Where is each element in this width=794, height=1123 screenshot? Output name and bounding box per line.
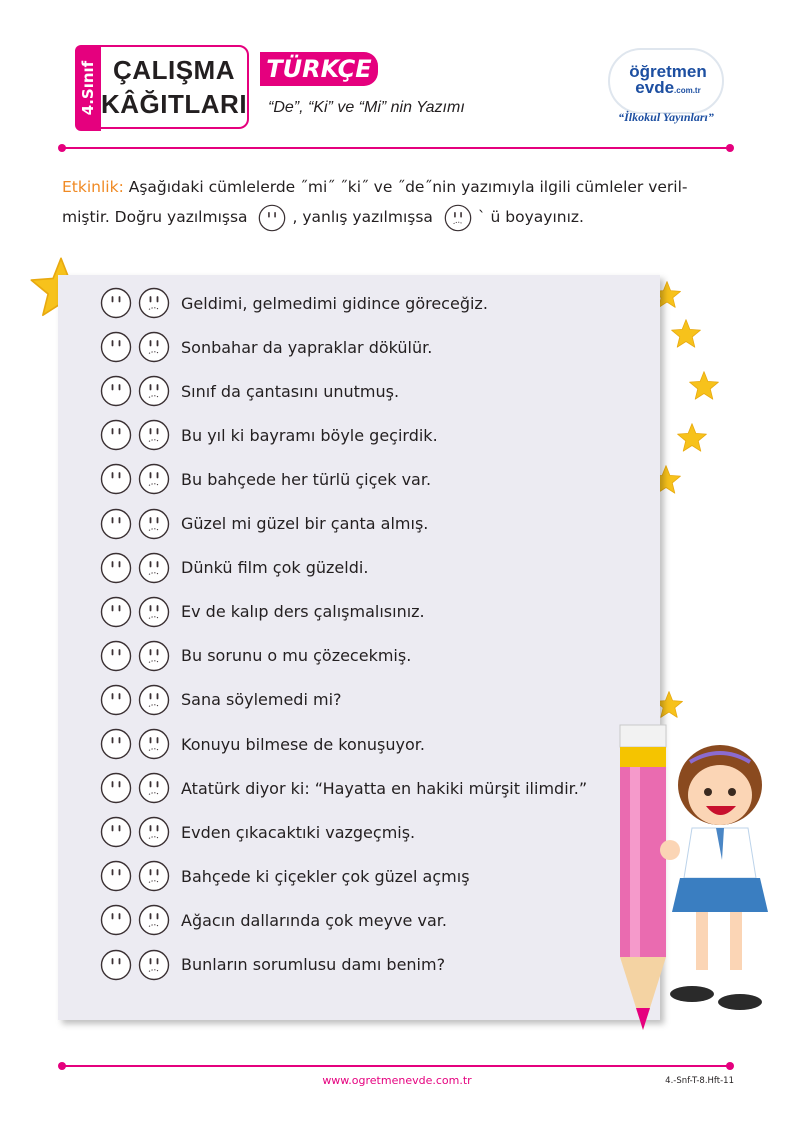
title-box [99,45,249,129]
sad-face-icon[interactable] [138,552,170,584]
sad-face-icon[interactable] [138,816,170,848]
smiley-face-icon[interactable] [100,508,132,540]
sad-face-icon[interactable] [138,508,170,540]
sentence-text: Bu bahçede her türlü çiçek var. [181,469,432,489]
sad-face-icon[interactable] [138,419,170,451]
star-icon [676,422,708,454]
grade-tab [75,45,101,131]
sentence-text: Atatürk diyor ki: “Hayatta en hakiki mürşit ilimdir.” [181,778,588,798]
smiley-face-icon[interactable] [100,640,132,672]
sentence-row [100,331,432,363]
title-line-1: ÇALIŞMA [113,55,235,85]
sad-face-icon[interactable] [138,772,170,804]
instruction-part-3: , yanlış yazılmışsa [292,208,433,226]
logo-brand-line1: öğretmen [629,62,707,81]
sentence-text: Dünkü film çok güzeldi. [181,558,369,578]
instruction-part-2: miştir. Doğru yazılmışsa [62,208,248,226]
sentence-text: Sonbahar da yapraklar dökülür. [181,337,433,357]
footer-code: 4.-Snf-T-8.Hft-11 [665,1076,734,1086]
sentence-text: Güzel mi güzel bir çanta almış. [181,514,429,533]
logo-slogan: “İlkokul Yayınları” [618,110,714,124]
sentence-row [100,596,425,628]
sentence-row [100,860,470,892]
sentence-text: Evden çıkacaktıki vazgeçmiş. [181,822,416,842]
sad-face-icon[interactable] [138,904,170,936]
smiley-face-icon[interactable] [100,949,132,981]
sentence-row [100,419,438,451]
sad-face-icon [444,204,472,232]
sad-face-icon[interactable] [138,331,170,363]
sentence-text: Bu sorunu o mu çözecekmiş. [181,646,412,666]
header-divider [64,147,728,149]
smiley-face-icon[interactable] [100,331,132,363]
instruction-part-1: Aşağıdaki cümlelerde ˝mi˝ ˝ki˝ ve ˝de˝nin yazımıyla ilgili cümleler veril- [128,178,688,196]
smiley-face-icon[interactable] [100,728,132,760]
sad-face-icon[interactable] [138,375,170,407]
sad-face-icon[interactable] [138,596,170,628]
instruction-label: Etkinlik: [62,178,124,196]
instruction-part-4: ˋ ü boyayınız. [477,208,584,226]
sentence-row [100,463,431,495]
smiley-face-icon [258,204,286,232]
sentence-text: Bahçede ki çiçekler çok güzel açmış [181,866,470,886]
sentence-row [100,640,411,672]
grade-label: 4.Sınıf [79,60,97,116]
sentence-text: Bunların sorumlusu damı benim? [181,955,446,974]
sentence-row [100,552,368,584]
sad-face-icon[interactable] [138,949,170,981]
sentence-row [100,684,342,716]
smiley-face-icon[interactable] [100,816,132,848]
sad-face-icon[interactable] [138,728,170,760]
sad-face-icon[interactable] [138,287,170,319]
sentence-row [100,816,415,848]
sentence-row [100,287,488,319]
smiley-face-icon[interactable] [100,596,132,628]
smiley-face-icon[interactable] [100,463,132,495]
sentence-row [100,728,425,760]
smiley-face-icon[interactable] [100,684,132,716]
smiley-face-icon[interactable] [100,375,132,407]
sentence-text: Ev de kalıp ders çalışmalısınız. [181,602,425,622]
sentence-row [100,508,428,540]
sentence-text: Sınıf da çantasını unutmuş. [181,381,400,401]
logo-domain: .com.tr [674,86,701,95]
smiley-face-icon[interactable] [100,772,132,804]
footer-url[interactable]: www.ogretmenevde.com.tr [322,1074,472,1087]
sad-face-icon[interactable] [138,684,170,716]
sad-face-icon[interactable] [138,463,170,495]
sentence-row [100,375,399,407]
smiley-face-icon[interactable] [100,419,132,451]
title-line-2: KÂĞITLARI [101,89,248,119]
sentence-text: Konuyu bilmese de konuşuyor. [181,734,425,754]
smiley-face-icon[interactable] [100,287,132,319]
sad-face-icon[interactable] [138,860,170,892]
logo-brand [618,64,718,99]
girl-with-pencil-illustration [610,700,770,1040]
smiley-face-icon[interactable] [100,552,132,584]
sentence-text: Geldimi, gelmedimi gidince göreceğiz. [181,293,488,313]
sentence-row [100,904,447,936]
sentence-text: Sana söylemedi mi? [181,690,342,710]
sentence-text: Ağacın dallarında çok meyve var. [181,910,447,930]
page-subtitle: “De”, “Ki” ve “Mi” nin Yazımı [268,99,465,116]
instruction-text [62,172,722,232]
smiley-face-icon[interactable] [100,860,132,892]
sentence-row [100,772,587,804]
sad-face-icon[interactable] [138,640,170,672]
smiley-face-icon[interactable] [100,904,132,936]
star-icon [688,370,720,402]
logo-brand-line2: evde [635,78,675,97]
sentence-row [100,949,445,981]
footer-divider [64,1065,728,1067]
subject-badge: TÜRKÇE [260,52,378,86]
sentence-text: Bu yıl ki bayramı böyle geçirdik. [181,425,438,445]
star-icon [670,318,702,350]
publisher-logo [596,42,736,132]
